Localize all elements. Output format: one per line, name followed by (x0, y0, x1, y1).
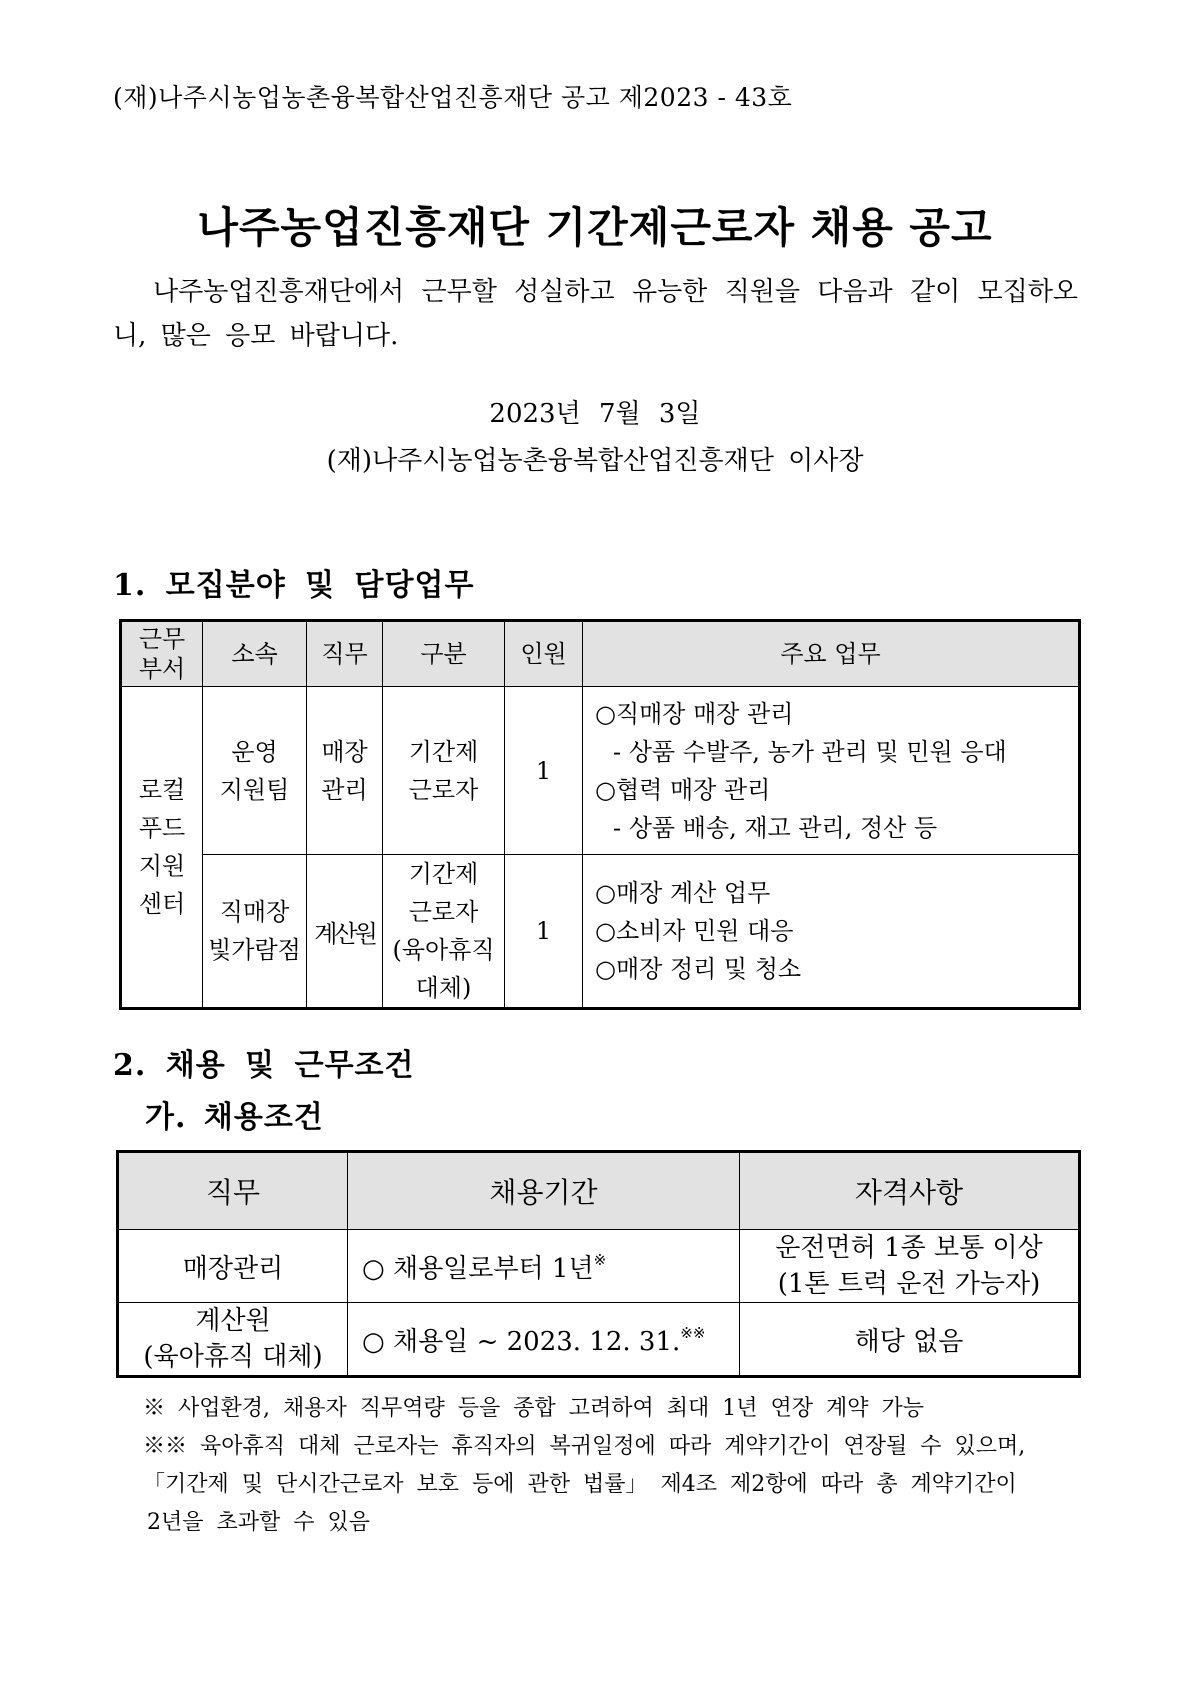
affiliation-cell (203, 687, 307, 855)
header-department-line2: 부서 (138, 655, 186, 683)
category-line: 기간제 (408, 860, 479, 888)
section1-heading: 1. 모집분야 및 담당업무 (113, 568, 475, 603)
recruitment-table (119, 619, 1081, 1010)
footnote: 「기간제 및 단시간근로자 보호 등에 관한 법률」 제4조 제2항에 따라 총 계약기간이 (143, 1472, 1017, 1497)
duty-item: ○소비자 민원 대응 (595, 917, 794, 945)
footnote-mark: ※ (593, 1250, 607, 1269)
table-row (121, 687, 1080, 855)
qualification-cell (740, 1230, 1080, 1303)
intro-paragraph: 나주농업진흥재단에서 근무할 성실하고 유능한 직원을 다음과 같이 모집하오니, 많은 응모 바랍니다. (113, 277, 1078, 351)
page-title: 나주농업진흥재단 기간제근로자 채용 공고 (197, 203, 993, 252)
header-headcount: 인원 (505, 621, 583, 687)
headcount-cell: 1 (505, 855, 583, 1009)
header-department-line1: 근무 (138, 625, 186, 653)
category-line: 대체) (415, 974, 472, 1002)
notice-date: 2023년 7월 3일 (489, 399, 701, 429)
job-cell (307, 687, 383, 855)
header-category: 구분 (383, 621, 505, 687)
qualification-cell: 해당 없음 (740, 1303, 1080, 1377)
header-department (121, 621, 203, 687)
job-line: 매장 (321, 737, 368, 766)
conditions-table (116, 1150, 1081, 1378)
job-line: 관리 (321, 775, 368, 804)
issuer: (재)나주시농업농촌융복합산업진흥재단 이사장 (326, 446, 864, 476)
table-row (118, 1303, 1080, 1377)
period-cell (348, 1303, 740, 1377)
notice-number: (재)나주시농업농촌융복합산업진흥재단 공고 제2023 - 43호 (113, 83, 793, 112)
table-row (118, 1230, 1080, 1303)
category-line: 근로자 (408, 898, 479, 926)
qualification-line: (1톤 트럭 운전 가능자) (777, 1269, 1041, 1299)
department-line: 푸드 (138, 814, 186, 842)
department-line: 로컬 (138, 776, 186, 804)
footnote: 2년을 초과할 수 있음 (147, 1510, 370, 1535)
job-cell: 계산원 (307, 855, 383, 1009)
period-cell (348, 1230, 740, 1303)
qualification-line: 운전면허 1종 보통 이상 (775, 1233, 1043, 1263)
footnote-mark: ※※ (680, 1323, 706, 1342)
department-cell (121, 687, 203, 1009)
duty-item: ○직매장 매장 관리 (595, 699, 794, 728)
affiliation-line: 운영 (231, 737, 278, 766)
affiliation-line: 직매장 (219, 898, 290, 926)
affiliation-line: 지원팀 (219, 775, 290, 804)
duty-subitem: - 상품 배송, 재고 관리, 정산 등 (613, 813, 938, 842)
duty-item: ○매장 계산 업무 (595, 879, 771, 907)
footnotes (143, 1390, 1083, 1542)
header-job: 직무 (307, 621, 383, 687)
footnote: ※※ 육아휴직 대체 근로자는 휴직자의 복귀일정에 따라 계약기간이 연장될 수 있으며, (143, 1434, 1026, 1459)
header-qualification: 자격사항 (740, 1152, 1080, 1230)
department-line: 지원 (138, 852, 186, 880)
job-line: (육아휴직 대체) (143, 1342, 323, 1372)
period-text: ○ 채용일 ~ 2023. 12. 31. (362, 1326, 681, 1357)
category-line: 근로자 (408, 775, 479, 804)
duty-subitem: - 상품 수발주, 농가 관리 및 민원 응대 (613, 737, 1007, 766)
section2-heading: 2. 채용 및 근무조건 (113, 1048, 415, 1083)
job-line: 계산원 (195, 1306, 271, 1336)
job-cell: 매장관리 (118, 1230, 348, 1303)
table-row (121, 855, 1080, 1009)
affiliation-cell (203, 855, 307, 1009)
header-period: 채용기간 (348, 1152, 740, 1230)
category-line: 기간제 (408, 737, 479, 766)
job-cell (118, 1303, 348, 1377)
header-job: 직무 (118, 1152, 348, 1230)
footnote: ※ 사업환경, 채용자 직무역량 등을 종합 고려하여 최대 1년 연장 계약 가능 (143, 1396, 924, 1421)
recruitment-table-header (121, 621, 1080, 687)
header-affiliation: 소속 (203, 621, 307, 687)
section2-subheading: 가. 채용조건 (145, 1100, 324, 1135)
header-duties: 주요 업무 (583, 621, 1080, 687)
headcount-cell: 1 (505, 687, 583, 855)
category-cell (383, 687, 505, 855)
category-cell (383, 855, 505, 1009)
affiliation-line: 빛가람점 (208, 936, 301, 964)
duties-cell (583, 855, 1080, 1009)
department-line: 센터 (138, 890, 186, 918)
duties-cell (583, 687, 1080, 855)
duty-item: ○협력 매장 관리 (595, 775, 771, 804)
category-line: (육아휴직 (392, 936, 495, 964)
duty-item: ○매장 정리 및 청소 (595, 955, 802, 983)
conditions-table-header (118, 1152, 1080, 1230)
period-text: ○ 채용일로부터 1년 (362, 1253, 594, 1284)
